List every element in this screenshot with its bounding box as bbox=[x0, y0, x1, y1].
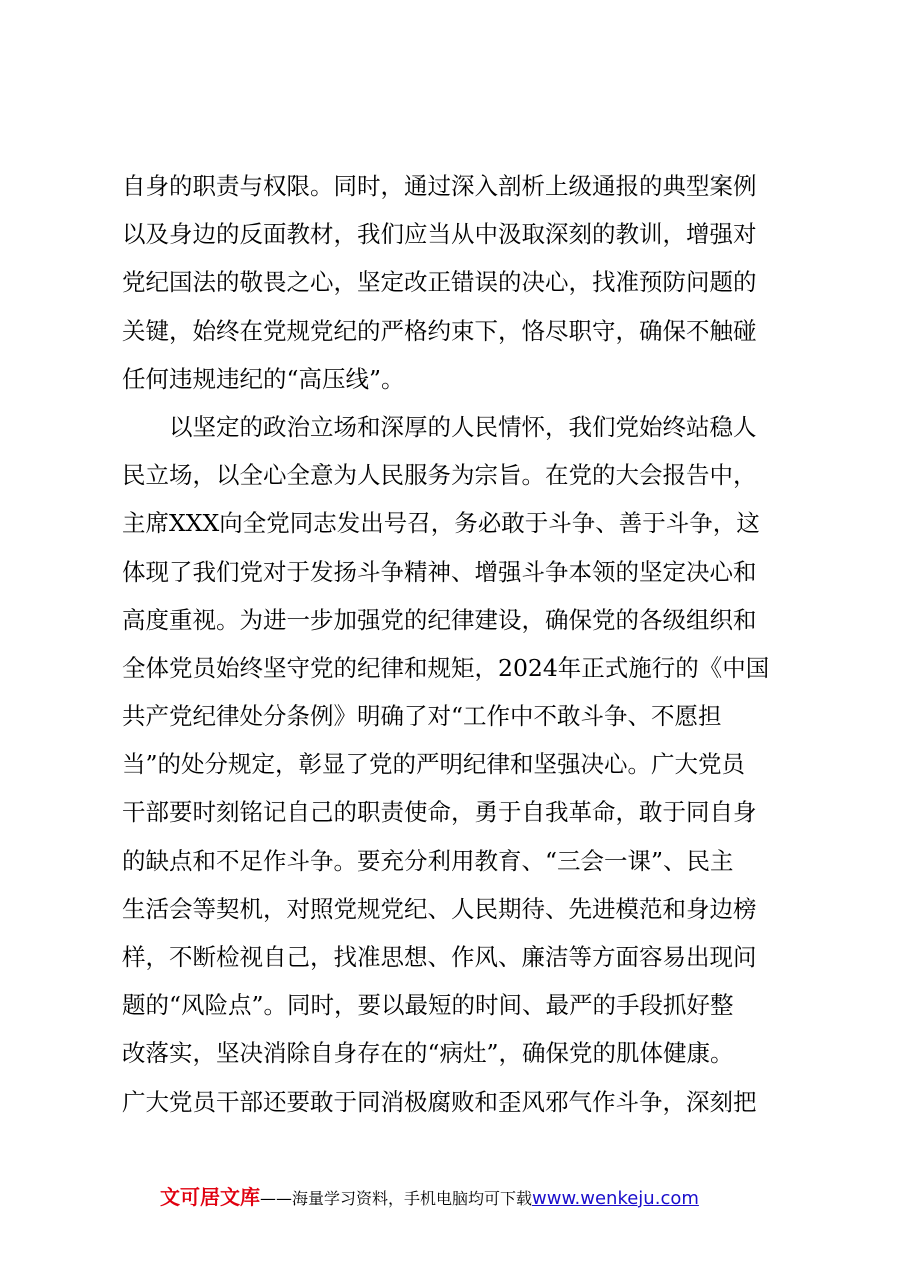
footer-slogan: ——海量学习资料，手机电脑均可下载 bbox=[260, 1189, 533, 1208]
text-line: 体现了我们党对于发扬斗争精神、增强斗争本领的坚定决心和 bbox=[122, 557, 757, 586]
text-line: 自身的职责与权限。同时，通过深入剖析上级通报的典型案例 bbox=[122, 172, 757, 200]
text-line: 样，不断检视自己，找准思想、作风、廉洁等方面容易出现问 bbox=[122, 943, 757, 971]
footer-banner bbox=[160, 1182, 780, 1212]
text-line: 民立场，以全心全意为人民服务为宗旨。在党的大会报告中， bbox=[122, 461, 757, 490]
text-line: 的缺点和不足作斗争。要充分利用教育、“三会一课”、民主 bbox=[122, 846, 734, 875]
text-line: 关键，始终在党规党纪的严格约束下，恪尽职守，确保不触碰 bbox=[122, 316, 757, 345]
text-line: 高度重视。为进一步加强党的纪律建设，确保党的各级组织和 bbox=[122, 605, 757, 634]
text-line: 题的“风险点”。同时，要以最短的时间、最严的手段抓好整 bbox=[122, 991, 734, 1020]
brand-name: 文可居文库 bbox=[160, 1185, 260, 1209]
text-line: 改落实，坚决消除自身存在的“病灶”，确保党的肌体健康。 bbox=[122, 1039, 734, 1068]
text-line: 生活会等契机，对照党规党纪、人民期待、先进模范和身边榜 bbox=[122, 894, 757, 923]
text-line: 干部要时刻铭记自己的职责使命，勇于自我革命，敢于同自身 bbox=[122, 798, 757, 827]
text-line: 全体党员始终坚守党的纪律和规矩，2024年正式施行的《中国 bbox=[122, 653, 770, 682]
text-line: 当”的处分规定，彰显了党的严明纪律和坚强决心。广大党员 bbox=[122, 750, 746, 779]
text-line: 任何违规违纪的“高压线”。 bbox=[122, 364, 405, 393]
document-body bbox=[122, 162, 782, 1126]
text-line: 共产党纪律处分条例》明确了对“工作中不敢斗争、不愿担 bbox=[122, 702, 722, 731]
website-link[interactable]: www.wenkeju.com bbox=[532, 1188, 699, 1209]
text-line: 党纪国法的敬畏之心，坚定改正错误的决心，找准预防问题的 bbox=[122, 268, 757, 297]
text-line: 主席XXX向全党同志发出号召，务必敢于斗争、善于斗争，这 bbox=[122, 509, 760, 538]
text-line: 广大党员干部还要敢于同消极腐败和歪风邪气作斗争，深刻把 bbox=[122, 1087, 757, 1116]
paragraph-first-line: 以坚定的政治立场和深厚的人民情怀，我们党始终站稳人 bbox=[169, 412, 757, 441]
text-line: 以及身边的反面教材，我们应当从中汲取深刻的教训，增强对 bbox=[122, 220, 757, 249]
